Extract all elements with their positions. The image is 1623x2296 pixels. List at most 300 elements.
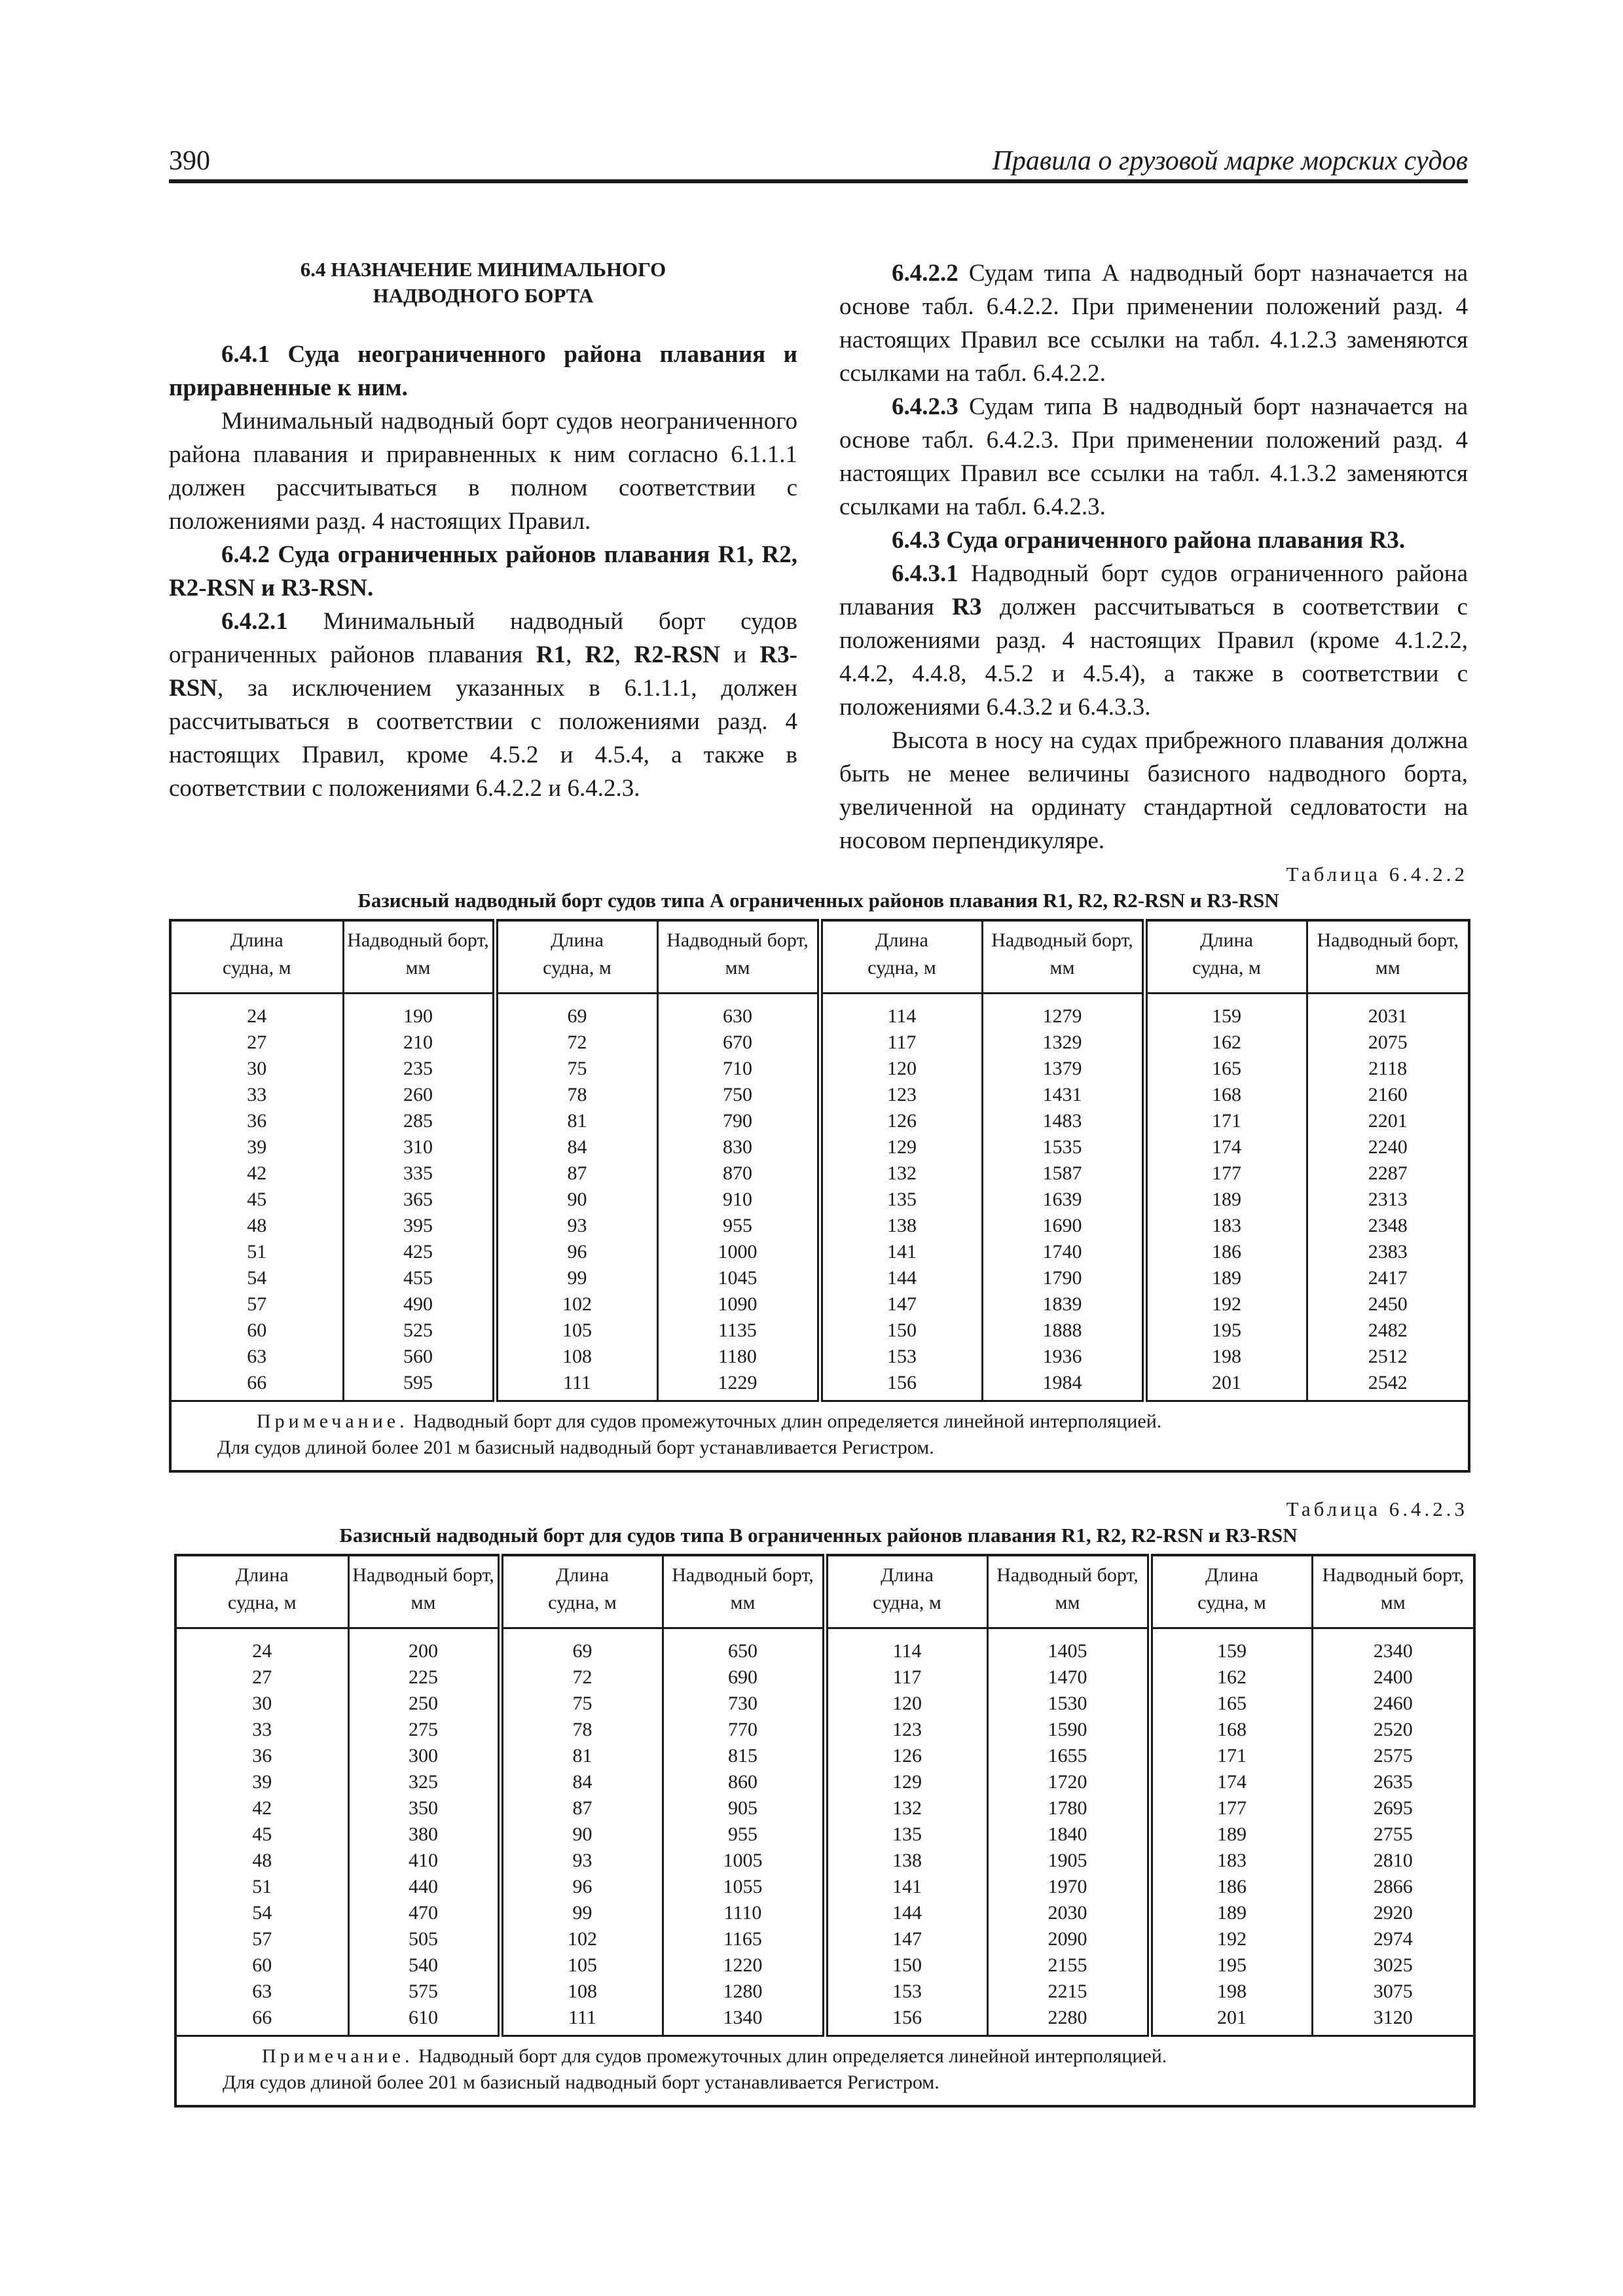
left-column: [169, 257, 797, 805]
header-line1: Надводный борт,: [991, 929, 1133, 951]
cell-length: 75: [495, 1056, 657, 1082]
cell-freeboard: 2450: [1368, 1293, 1408, 1315]
table2-number: Таблица 6.4.2.3: [1286, 1498, 1468, 1520]
cell-length: 138: [820, 1213, 982, 1239]
table2-caption: Базисный надводный борт для судов типа В ограниченных районов плавания R1, R2, R2-RSN и R3-RSN: [339, 1524, 1298, 1547]
header-line2: мм: [730, 1592, 756, 1613]
heading-6-4-1-text: 6.4.1 Суда неограниченного района плавания и приравненные к ним.: [169, 341, 797, 401]
cell-length: 123: [825, 1717, 987, 1743]
cell-freeboard: 350: [348, 1795, 500, 1821]
cell-freeboard: 610: [348, 2005, 500, 2036]
table1-header-row: [170, 920, 1469, 994]
cell-freeboard: 650: [663, 1628, 825, 1665]
cell-freeboard: 1839: [982, 1291, 1144, 1318]
cell-length: 54: [175, 1900, 348, 1926]
cell-freeboard: 1090: [657, 1291, 820, 1318]
cell-freeboard: 200: [348, 1628, 500, 1665]
cell-length: 150: [825, 1952, 987, 1979]
heading-6-4-3-text: 6.4.3 Суда ограниченного района плавания R3.: [892, 527, 1406, 554]
cell-freeboard: 2417: [1368, 1267, 1408, 1289]
table-row: [175, 1979, 1474, 2005]
cell-length: 159: [1150, 1628, 1312, 1665]
sep: и: [720, 641, 760, 668]
cell-freeboard: 1535: [982, 1134, 1144, 1160]
cell-length: 48: [170, 1213, 343, 1239]
cell-length: 111: [495, 1370, 657, 1401]
cell-freeboard: 455: [343, 1265, 495, 1291]
cell-freeboard: 1379: [982, 1056, 1144, 1082]
cell-freeboard: 2215: [987, 1979, 1150, 2005]
cell-freeboard: 1005: [663, 1848, 825, 1874]
cell-freeboard: 325: [348, 1769, 500, 1795]
cell-length: 156: [820, 1370, 982, 1401]
cell-freeboard: 2030: [987, 1900, 1150, 1926]
table-row: [170, 1108, 1469, 1134]
table-row: [170, 1239, 1469, 1265]
paragraph-6-4-3-1: [839, 557, 1468, 724]
cell-length: 192: [1144, 1291, 1307, 1318]
cell-freeboard: 1690: [982, 1213, 1144, 1239]
area-r2: R2: [585, 641, 615, 668]
cell-length: 84: [495, 1134, 657, 1160]
cell-freeboard: 310: [343, 1134, 495, 1160]
cell-length: 114: [820, 994, 982, 1030]
clause-number: 6.4.3.1: [892, 560, 958, 587]
header-line1: Длина: [881, 1564, 934, 1586]
cell-freeboard: 250: [348, 1691, 500, 1717]
note-label: Примечание.: [257, 1410, 409, 1432]
cell-freeboard: 690: [663, 1664, 825, 1691]
area-r3: R3: [952, 594, 982, 620]
col-header-freeboard: [343, 920, 495, 994]
header-line2: судна, м: [1192, 957, 1261, 978]
cell-length: 69: [500, 1628, 663, 1665]
table-row: [170, 1213, 1469, 1239]
cell-freeboard: 870: [657, 1160, 820, 1187]
cell-freeboard: 730: [663, 1691, 825, 1717]
cell-length: 132: [820, 1160, 982, 1187]
col-header-freeboard: [987, 1555, 1150, 1628]
cell-length: 135: [825, 1821, 987, 1848]
cell-freeboard: 1587: [982, 1160, 1144, 1187]
cell-length: 75: [500, 1691, 663, 1717]
page-header: [169, 145, 1468, 183]
cell-length: 66: [175, 2005, 348, 2036]
cell-freeboard: 560: [343, 1344, 495, 1370]
header-line1: Длина: [875, 929, 928, 951]
cell-freeboard: 595: [343, 1370, 495, 1401]
cell-freeboard: 1180: [657, 1344, 820, 1370]
cell-freeboard: 470: [348, 1900, 500, 1926]
cell-length: 159: [1144, 994, 1307, 1030]
cell-freeboard: 540: [348, 1952, 500, 1979]
header-line1: Надводный борт,: [347, 929, 489, 951]
cell-freeboard: 860: [663, 1769, 825, 1795]
cell-length: 48: [175, 1848, 348, 1874]
cell-freeboard: 2313: [1368, 1189, 1408, 1210]
paragraph-6-4-2-1: [169, 605, 797, 805]
header-line2: мм: [1380, 1592, 1406, 1613]
cell-length: 105: [500, 1952, 663, 1979]
header-line1: Надводный борт,: [1317, 929, 1459, 951]
cell-length: 60: [170, 1318, 343, 1344]
cell-length: 87: [495, 1160, 657, 1187]
cell-freeboard: 2542: [1368, 1372, 1408, 1393]
clause-text: , за исключением указанных в 6.1.1.1, должен рассчитываться в соответствии с положениями разд. 4 настоящих Правил, кроме 4.5.2 и 4.5.4, а также в соответствии с положениями 6.4.2.2 и 6.4.2.3.: [169, 675, 797, 802]
cell-freeboard: 1905: [987, 1848, 1150, 1874]
cell-length: 132: [825, 1795, 987, 1821]
clause-text: должен рассчитываться в соответствии с положениями разд. 4 настоящих Правил (кроме 4.1.2.2, 4.4.2, 4.4.8, 4.5.2 и 4.5.4), а также в соответствии с положениями 6.4.3.2 и 6.4.3.3.: [839, 594, 1468, 721]
cell-length: 99: [500, 1900, 663, 1926]
cell-freeboard: 2287: [1368, 1162, 1408, 1184]
header-line2: судна, м: [873, 1592, 941, 1613]
cell-freeboard: 1780: [987, 1795, 1150, 1821]
cell-freeboard: 2280: [987, 2005, 1150, 2036]
table-row: [175, 1691, 1474, 1717]
cell-length: 126: [825, 1743, 987, 1769]
cell-freeboard: 815: [663, 1743, 825, 1769]
header-line2: судна, м: [222, 957, 291, 978]
cell-length: 147: [820, 1291, 982, 1318]
cell-length: 201: [1150, 2005, 1312, 2036]
col-header-freeboard: [1312, 1555, 1474, 1628]
table-row: [175, 1952, 1474, 1979]
cell-length: 153: [820, 1344, 982, 1370]
table2: [174, 1554, 1476, 2108]
table-row: [170, 1187, 1469, 1213]
cell-length: 129: [825, 1769, 987, 1795]
cell-freeboard: 1720: [987, 1769, 1150, 1795]
cell-length: 174: [1150, 1769, 1312, 1795]
cell-freeboard: 1055: [663, 1874, 825, 1900]
note-line2: Для судов длиной более 201 м базисный надводный борт устанавливается Регистром.: [223, 2072, 939, 2093]
header-line2: судна, м: [867, 957, 936, 978]
cell-freeboard: 235: [343, 1056, 495, 1082]
header-line1: Надводный борт,: [352, 1564, 494, 1586]
table-row: [175, 1821, 1474, 1848]
cell-length: 36: [170, 1108, 343, 1134]
cell-freeboard: 1790: [982, 1265, 1144, 1291]
cell-freeboard: 1888: [982, 1318, 1144, 1344]
cell-length: 162: [1150, 1664, 1312, 1691]
note-text1: Надводный борт для судов промежуточных длин определяется линейной интерполяцией.: [413, 2045, 1167, 2067]
table1-body: [170, 994, 1469, 1401]
cell-freeboard: 2695: [1373, 1797, 1413, 1819]
cell-freeboard: 1483: [982, 1108, 1144, 1134]
cell-length: 174: [1144, 1134, 1307, 1160]
cell-freeboard: 955: [657, 1213, 820, 1239]
cell-length: 42: [170, 1160, 343, 1187]
cell-length: 120: [825, 1691, 987, 1717]
cell-length: 201: [1144, 1370, 1307, 1401]
cell-length: 81: [495, 1108, 657, 1134]
cell-freeboard: 1740: [982, 1239, 1144, 1265]
cell-freeboard: 1639: [982, 1187, 1144, 1213]
cell-length: 144: [820, 1265, 982, 1291]
col-header-freeboard: [663, 1555, 825, 1628]
table1-number: Таблица 6.4.2.2: [1286, 863, 1468, 886]
table1-caption: Базисный надводный борт судов типа А ограниченных районов плавания R1, R2, R2-RSN и R3-RSN: [357, 889, 1279, 912]
header-line2: судна, м: [227, 1592, 297, 1613]
header-line2: мм: [1049, 957, 1075, 978]
cell-length: 171: [1144, 1108, 1307, 1134]
cell-length: 114: [825, 1628, 987, 1665]
table-row: [175, 1926, 1474, 1952]
cell-length: 96: [500, 1874, 663, 1900]
cell-freeboard: 790: [657, 1108, 820, 1134]
cell-length: 195: [1144, 1318, 1307, 1344]
cell-freeboard: 440: [348, 1874, 500, 1900]
section-title-line2: НАДВОДНОГО БОРТА: [373, 284, 594, 307]
cell-length: 57: [170, 1291, 343, 1318]
cell-freeboard: 2383: [1368, 1241, 1408, 1263]
cell-freeboard: 575: [348, 1979, 500, 2005]
cell-freeboard: 2075: [1368, 1031, 1408, 1053]
cell-length: 33: [170, 1082, 343, 1108]
clause-number: 6.4.2.1: [221, 608, 288, 635]
cell-length: 144: [825, 1900, 987, 1926]
note-text1: Надводный борт для судов промежуточных длин определяется линейной интерполяцией.: [408, 1410, 1162, 1432]
cell-freeboard: 1280: [663, 1979, 825, 2005]
cell-length: 93: [500, 1848, 663, 1874]
cell-freeboard: 285: [343, 1108, 495, 1134]
cell-length: 24: [175, 1628, 348, 1665]
page-number: 390: [169, 146, 210, 176]
header-line1: Длина: [230, 929, 283, 951]
cell-length: 165: [1150, 1691, 1312, 1717]
cell-freeboard: 2118: [1368, 1058, 1408, 1079]
cell-length: 63: [175, 1979, 348, 2005]
col-header-length: [175, 1555, 348, 1628]
cell-freeboard: 2348: [1368, 1215, 1408, 1236]
table-row: [175, 1628, 1474, 1665]
cell-freeboard: 1220: [663, 1952, 825, 1979]
cell-freeboard: 2920: [1373, 1902, 1413, 1924]
cell-length: 33: [175, 1717, 348, 1743]
paragraph-6-4-2-3: [839, 390, 1468, 524]
cell-length: 45: [170, 1187, 343, 1213]
cell-freeboard: 1470: [987, 1664, 1150, 1691]
cell-freeboard: 955: [663, 1821, 825, 1848]
header-line1: Длина: [1200, 929, 1253, 951]
cell-freeboard: 770: [663, 1717, 825, 1743]
cell-freeboard: 1655: [987, 1743, 1150, 1769]
table2-header-row: [175, 1555, 1474, 1628]
cell-length: 171: [1150, 1743, 1312, 1769]
header-line2: судна, м: [543, 957, 611, 978]
header-line1: Надводный борт,: [1322, 1564, 1465, 1586]
header-line2: мм: [725, 957, 750, 978]
cell-freeboard: 300: [348, 1743, 500, 1769]
note-label: Примечание.: [262, 2045, 414, 2067]
header-line1: Длина: [1205, 1564, 1258, 1586]
cell-freeboard: 1165: [663, 1926, 825, 1952]
cell-freeboard: 2755: [1373, 1823, 1413, 1845]
cell-length: 108: [500, 1979, 663, 2005]
cell-length: 108: [495, 1344, 657, 1370]
cell-freeboard: 490: [343, 1291, 495, 1318]
table-row: [170, 1370, 1469, 1401]
cell-length: 93: [495, 1213, 657, 1239]
cell-length: 84: [500, 1769, 663, 1795]
cell-length: 198: [1150, 1979, 1312, 2005]
table-row: [175, 1743, 1474, 1769]
header-line1: Надводный борт,: [672, 1564, 814, 1586]
cell-freeboard: 1530: [987, 1691, 1150, 1717]
col-header-length: [495, 920, 657, 994]
cell-freeboard: 1110: [663, 1900, 825, 1926]
cell-freeboard: 2810: [1373, 1850, 1413, 1871]
cell-length: 141: [820, 1239, 982, 1265]
cell-freeboard: 505: [348, 1926, 500, 1952]
cell-length: 186: [1144, 1239, 1307, 1265]
cell-length: 57: [175, 1926, 348, 1952]
section-title-line1: 6.4 НАЗНАЧЕНИЕ МИНИМАЛЬНОГО: [300, 258, 666, 281]
cell-freeboard: 190: [343, 994, 495, 1030]
cell-length: 189: [1144, 1265, 1307, 1291]
cell-length: 150: [820, 1318, 982, 1344]
cell-length: 27: [170, 1030, 343, 1056]
table-row: [170, 1291, 1469, 1318]
cell-length: 51: [170, 1239, 343, 1265]
header-line2: судна, м: [548, 1592, 617, 1613]
running-title: Правила о грузовой марке морских судов: [992, 146, 1468, 176]
table1: [169, 919, 1470, 1473]
cell-freeboard: 410: [348, 1848, 500, 1874]
cell-freeboard: 2866: [1373, 1876, 1413, 1897]
clause-number: 6.4.2.2: [892, 260, 958, 287]
cell-length: 156: [825, 2005, 987, 2036]
cell-freeboard: 3120: [1373, 2007, 1413, 2028]
table-row: [170, 1318, 1469, 1344]
cell-length: 168: [1144, 1082, 1307, 1108]
cell-freeboard: 670: [657, 1030, 820, 1056]
cell-length: 135: [820, 1187, 982, 1213]
cell-length: 72: [500, 1664, 663, 1691]
cell-length: 42: [175, 1795, 348, 1821]
clause-number: 6.4.2.3: [892, 393, 958, 420]
header-line1: Длина: [551, 929, 604, 951]
table-row: [170, 994, 1469, 1030]
cell-length: 30: [175, 1691, 348, 1717]
cell-length: 117: [820, 1030, 982, 1056]
col-header-length: [170, 920, 343, 994]
heading-6-4-2: [169, 538, 797, 605]
cell-freeboard: 2160: [1368, 1084, 1408, 1105]
cell-length: 138: [825, 1848, 987, 1874]
cell-length: 45: [175, 1821, 348, 1848]
col-header-length: [1144, 920, 1307, 994]
cell-length: 78: [495, 1082, 657, 1108]
cell-length: 24: [170, 994, 343, 1030]
cell-freeboard: 275: [348, 1717, 500, 1743]
cell-length: 168: [1150, 1717, 1312, 1743]
table-row: [175, 1874, 1474, 1900]
note-line1: [177, 2043, 1473, 2070]
cell-length: 162: [1144, 1030, 1307, 1056]
cell-length: 192: [1150, 1926, 1312, 1952]
sep: ,: [614, 641, 634, 668]
cell-freeboard: 1840: [987, 1821, 1150, 1848]
cell-length: 183: [1144, 1213, 1307, 1239]
header-line1: Длина: [235, 1564, 289, 1586]
cell-freeboard: 335: [343, 1160, 495, 1187]
table-row: [170, 1344, 1469, 1370]
cell-freeboard: 1936: [982, 1344, 1144, 1370]
table-row: [175, 1900, 1474, 1926]
cell-freeboard: 1279: [982, 994, 1144, 1030]
heading-6-4-2-text: 6.4.2 Суда ограниченных районов плавания R1, R2, R2-RSN и R3-RSN.: [169, 541, 797, 601]
cell-freeboard: 2031: [1368, 1005, 1408, 1027]
area-r1: R1: [536, 641, 566, 668]
cell-freeboard: 395: [343, 1213, 495, 1239]
cell-freeboard: 1135: [657, 1318, 820, 1344]
clause-text: Судам типа В надводный борт назначается на основе табл. 6.4.2.3. При применении положений разд. 4 настоящих Правил все ссылки на табл. 4.1.3.2 заменяются ссылками на табл. 6.4.2.3.: [839, 393, 1468, 520]
cell-length: 87: [500, 1795, 663, 1821]
table-row: [170, 1056, 1469, 1082]
heading-6-4-3: [839, 524, 1468, 557]
table-row: [170, 1265, 1469, 1291]
cell-length: 102: [500, 1926, 663, 1952]
paragraph-bow-height: Высота в носу на судах прибрежного плавания должна быть не менее величины базисного надводного борта, увеличенной на ординату стандартной седловатости на носовом перпендикуляре.: [839, 727, 1468, 854]
header-line2: мм: [1055, 1592, 1080, 1613]
cell-length: 186: [1150, 1874, 1312, 1900]
cell-freeboard: 210: [343, 1030, 495, 1056]
col-header-freeboard: [1307, 920, 1469, 994]
cell-freeboard: 1405: [987, 1628, 1150, 1665]
cell-freeboard: 2520: [1373, 1719, 1413, 1740]
cell-freeboard: 2575: [1373, 1745, 1413, 1767]
note-line2: Для судов длиной более 201 м базисный надводный борт устанавливается Регистром.: [217, 1437, 934, 1458]
cell-length: 189: [1144, 1187, 1307, 1213]
cell-length: 123: [820, 1082, 982, 1108]
table-row: [175, 1795, 1474, 1821]
cell-length: 99: [495, 1265, 657, 1291]
cell-freeboard: 2090: [987, 1926, 1150, 1952]
header-line2: мм: [405, 957, 431, 978]
table-row: [175, 1769, 1474, 1795]
cell-length: 117: [825, 1664, 987, 1691]
cell-freeboard: 1229: [657, 1370, 820, 1401]
clause-text: Надводный борт судов ограниченного района плавания: [839, 560, 1468, 620]
cell-freeboard: 830: [657, 1134, 820, 1160]
col-header-length: [1150, 1555, 1312, 1628]
col-header-freeboard: [348, 1555, 500, 1628]
cell-freeboard: 2635: [1373, 1771, 1413, 1793]
note-line1: [172, 1408, 1468, 1435]
cell-freeboard: 2460: [1373, 1693, 1413, 1714]
cell-freeboard: 1431: [982, 1082, 1144, 1108]
cell-length: 129: [820, 1134, 982, 1160]
header-line1: Надводный борт,: [996, 1564, 1139, 1586]
cell-length: 153: [825, 1979, 987, 2005]
heading-6-4-1: [169, 338, 797, 404]
cell-length: 183: [1150, 1848, 1312, 1874]
cell-length: 39: [170, 1134, 343, 1160]
cell-length: 189: [1150, 1821, 1312, 1848]
cell-freeboard: 2400: [1373, 1666, 1413, 1688]
paragraph-6-4-2-2: [839, 257, 1468, 390]
cell-length: 72: [495, 1030, 657, 1056]
cell-freeboard: 1340: [663, 2005, 825, 2036]
cell-freeboard: 2974: [1373, 1928, 1413, 1950]
cell-freeboard: 1984: [982, 1370, 1144, 1401]
cell-length: 39: [175, 1769, 348, 1795]
cell-length: 141: [825, 1874, 987, 1900]
cell-length: 69: [495, 994, 657, 1030]
cell-freeboard: 2240: [1368, 1136, 1408, 1158]
col-header-length: [825, 1555, 987, 1628]
